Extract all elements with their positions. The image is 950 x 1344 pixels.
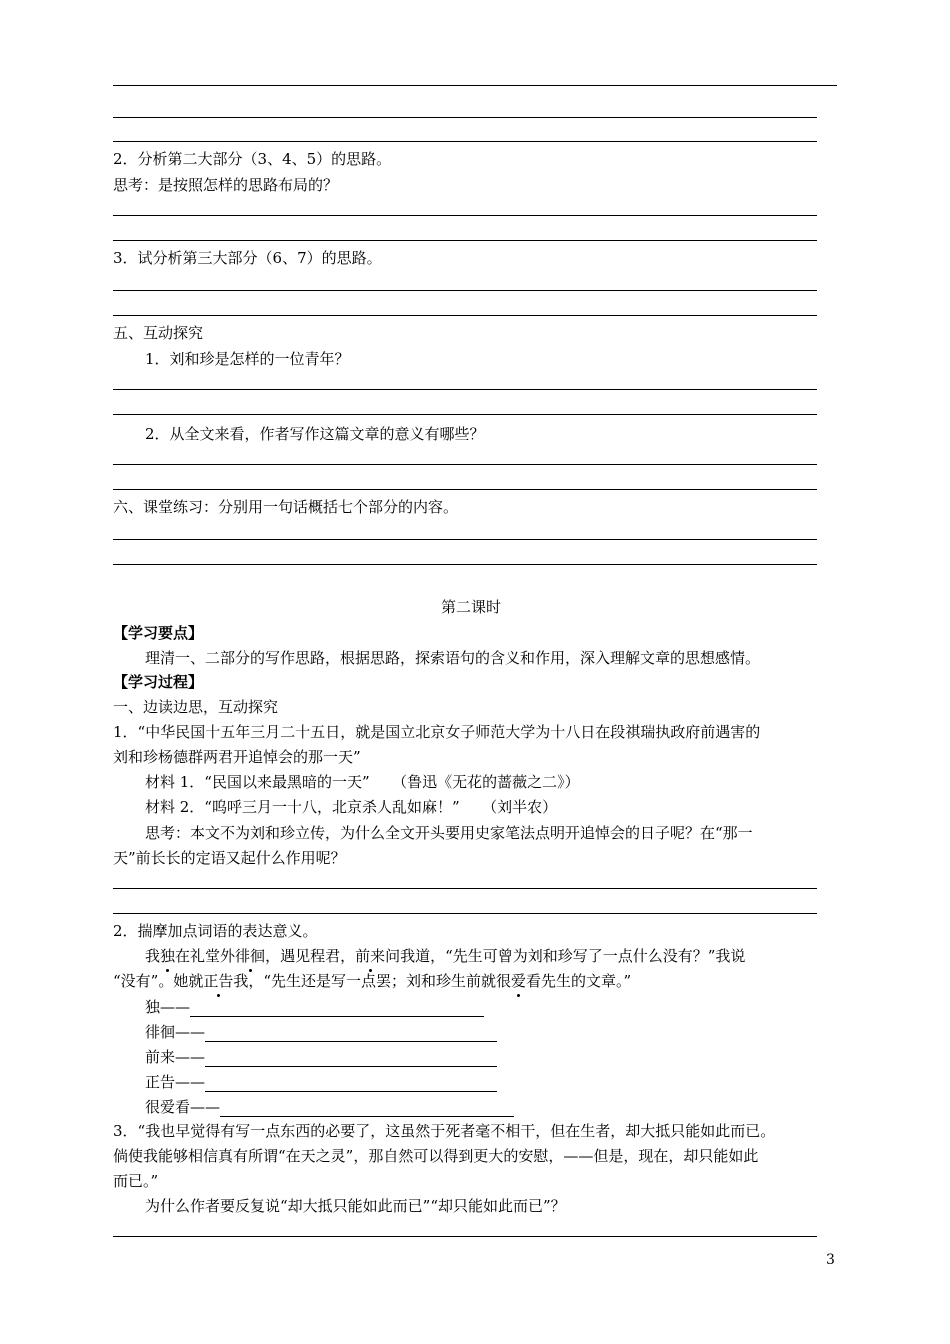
answer-line <box>113 913 817 914</box>
section-5-title: 五、互动探究 <box>113 324 204 342</box>
fill-blank[interactable] <box>205 1050 497 1067</box>
fill-label: 正告—— <box>145 1073 206 1091</box>
quote-paragraph-line-1 <box>145 946 745 966</box>
fill-blank[interactable] <box>205 1075 497 1092</box>
answer-line <box>113 290 817 291</box>
dotted-word-zhenggao: 正告 <box>203 972 234 990</box>
process-heading: 【学习过程】 <box>113 673 204 691</box>
question-3-prompt: 为什么作者要反复说“却大抵只能如此而已”“却只能如此而已”？ <box>145 1197 566 1215</box>
answer-line <box>113 489 817 490</box>
dotted-word-paihuai: 徘徊 <box>235 947 266 965</box>
question-1-line-2: 刘和珍杨德群两君开追悼会的那一天” <box>113 748 361 766</box>
answer-line <box>113 215 817 216</box>
section-6-title: 六、课堂练习：分别用一句话概括七个部分的内容。 <box>113 498 459 516</box>
material-2: 材料 2．“呜呼三月一十八，北京杀人乱如麻！” （刘半农） <box>145 798 558 816</box>
quote-text: ，遇见程君， <box>265 947 356 965</box>
question-3-line-2: 倘使我能够相信真有所谓“在天之灵”，那自然可以得到更大的安慰，——但是，现在，却只能如此 <box>113 1147 759 1165</box>
quote-text: 在礼堂外 <box>175 947 236 965</box>
page-number: 3 <box>826 1252 835 1268</box>
fill-item-zhenggao <box>145 1072 497 1092</box>
question-3-line-3: 而已。” <box>113 1172 159 1190</box>
quote-paragraph-line-2 <box>113 971 631 991</box>
question-2-think: 思考：是按照怎样的思路布局的？ <box>113 176 339 194</box>
section-5-question-1: 1．刘和珍是怎样的一位青年？ <box>145 350 350 368</box>
answer-line <box>113 539 817 540</box>
think-line-2: 天”前长长的定语又起什么作用呢？ <box>113 849 346 867</box>
fill-item-qianlai <box>145 1047 497 1067</box>
question-2-title: 2．分析第二大部分（3、4、5）的思路。 <box>113 150 392 168</box>
fill-blank[interactable] <box>205 1025 497 1042</box>
question-1-line-1: 1．“中华民国十五年三月二十五日，就是国立北京女子师范大学为十八日在段祺瑞执政府前遇害的 <box>113 723 761 741</box>
dotted-word-henaikan: 很爱看 <box>496 972 542 990</box>
dotted-word-du: 独 <box>160 947 176 965</box>
fill-blank[interactable] <box>220 1100 514 1117</box>
fill-label: 很爱看—— <box>145 1098 221 1116</box>
answer-line <box>113 564 817 565</box>
fill-label: 徘徊—— <box>145 1023 206 1041</box>
section-5-question-2: 2．从全文来看，作者写作这篇文章的意义有哪些？ <box>145 425 485 443</box>
fill-item-henaikan <box>145 1097 514 1117</box>
think-line-1: 思考：本文不为刘和珍立传，为什么全文开头要用史家笔法点明开追悼会的日子呢？在“那一 <box>145 824 753 842</box>
fill-label: 独—— <box>145 998 191 1016</box>
fill-item-paihuai <box>145 1022 497 1042</box>
quote-text: 我，“先生还是写一点罢；刘和珍生前就 <box>233 972 497 990</box>
material-1: 材料 1．“民国以来最黑暗的一天” （鲁迅《无花的蔷薇之二》） <box>145 773 580 791</box>
answer-line <box>113 117 817 118</box>
section-1-title: 一、边读边思，互动探究 <box>113 698 279 716</box>
answer-line <box>113 240 817 241</box>
key-points-heading: 【学习要点】 <box>113 624 204 642</box>
answer-line <box>113 389 817 390</box>
question-3-line-1: 3．“我也早觉得有写一点东西的必要了，这虽然于死者毫不相干，但在生者，却大抵只能如此而已。 <box>113 1122 776 1140</box>
answer-line <box>113 315 817 316</box>
quote-text: 我 <box>145 947 161 965</box>
dotted-word-qianlai: 前来 <box>355 947 386 965</box>
fill-label: 前来—— <box>145 1048 206 1066</box>
answer-line <box>113 414 817 415</box>
key-points-text: 理清一、二部分的写作思路，根据思路，探索语句的含义和作用，深入理解文章的思想感情。 <box>145 649 761 667</box>
quote-text: “没有”。她就 <box>113 972 204 990</box>
question-2-lesson2-title: 2．揣摩加点词语的表达意义。 <box>113 922 318 940</box>
answer-line <box>113 141 817 142</box>
fill-blank[interactable] <box>190 1000 484 1017</box>
answer-line <box>113 888 817 889</box>
lesson-2-title: 第二课时 <box>441 598 502 616</box>
fill-item-du <box>145 997 484 1017</box>
quote-text: 先生的文章。” <box>541 972 632 990</box>
quote-text: 问我道，“先生可曾为刘和珍写了一点什么没有？”我说 <box>385 947 746 965</box>
answer-line <box>113 464 817 465</box>
header-rule <box>113 85 837 86</box>
question-3-title: 3．试分析第三大部分（6、7）的思路。 <box>113 249 382 267</box>
answer-line <box>113 1236 817 1237</box>
